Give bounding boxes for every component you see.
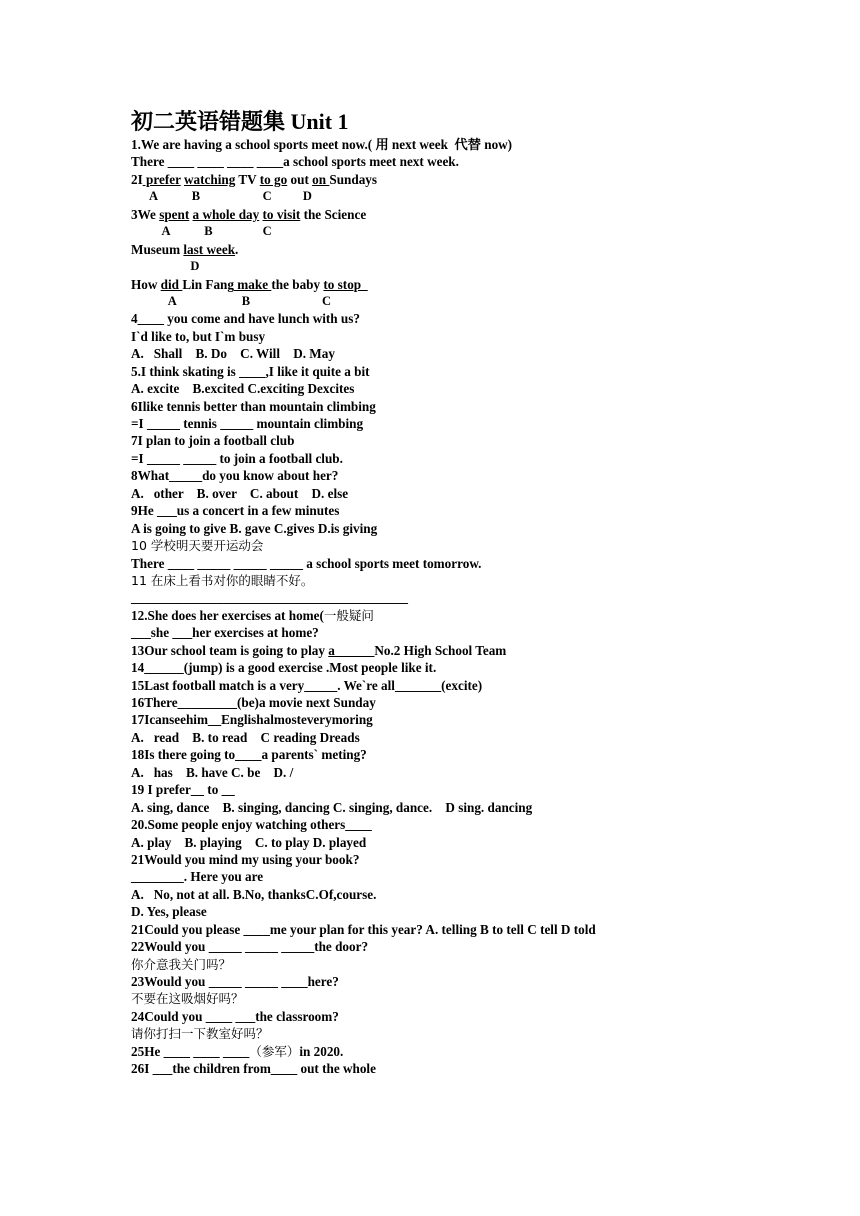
chinese-segment: 一般疑问 (323, 607, 374, 623)
underlined-segment: a whole day (192, 206, 260, 222)
question-15: 15Last football match is a very_____. We`re all_______(excite) (131, 677, 483, 693)
option-letters: A B C D (131, 189, 312, 204)
question-22-chinese: 你介意我关门吗？ (131, 956, 232, 972)
question-12-blanks: ___she ___her exercises at home? (131, 625, 319, 641)
question-7: 7I plan to join a football club (131, 433, 295, 449)
question-11-answer-line: __________________________________________ (131, 590, 408, 606)
question-4-response: I`d like to, but I`m busy (131, 328, 266, 344)
text-segment: Museum (131, 241, 184, 257)
text-segment: Lin Fang (182, 276, 234, 292)
text-segment: 3We (131, 206, 160, 222)
question-20: 20.Some people enjoy watching others____ (131, 817, 372, 833)
text-segment: in 2020. (299, 1043, 344, 1059)
question-5: 5.I think skating is ____,I like it quite a bit (131, 363, 370, 379)
option-letters: A B C (131, 293, 332, 308)
question-22: 22Would you _____ _____ _____the door? (131, 939, 369, 955)
text-segment: How (131, 276, 161, 292)
chinese-segment: （参军） (249, 1043, 300, 1059)
question-5-options: A. excite B.excited C.exciting Dexcites (131, 381, 355, 397)
question-21-response: ________. Here you are (131, 869, 264, 885)
text-segment: 13Our school team is going to play (131, 642, 329, 658)
text-segment: out (287, 171, 313, 187)
question-4-options: A. Shall B. Do C. Will D. May (131, 346, 335, 362)
question-12 (131, 607, 831, 624)
question-2-sentence (131, 171, 831, 188)
question-19-options: A. sing, dance B. singing, dancing C. singing, dance. D sing. dancing (131, 799, 533, 815)
exercise-list (131, 136, 831, 1078)
underlined-segment: last week (183, 241, 236, 257)
question-6-blanks: =I _____ tennis _____ mountain climbing (131, 416, 364, 431)
question-21-option-d: D. Yes, please (131, 904, 207, 920)
text-segment: 12.She does her exercises at home( (131, 607, 324, 623)
question-24-chinese: 请你打扫一下教室好吗？ (131, 1026, 269, 1042)
question-7-blanks: =I _____ _____ to join a football club. (131, 450, 343, 466)
question-8: 8What_____do you know about her? (131, 468, 339, 484)
question-21b: 21Could you please ____me your plan for this year? A. telling B to tell C tell D told (131, 921, 596, 937)
question-4: 4____ you come and have lunch with us? (131, 311, 360, 327)
underlined-segment: prefer (142, 171, 181, 187)
option-letters: D (131, 259, 200, 274)
question-3-continued (131, 241, 831, 258)
question-3-sentence (131, 206, 831, 223)
question-21-options: A. No, not at all. B.No, thanksC.Of,course. (131, 886, 377, 902)
question-16: 16There_________(be)a movie next Sunday (131, 695, 376, 710)
question-17: 17Icanseehim__Englishalmosteverymoring (131, 712, 373, 728)
question-8-options: A. other B. over C. about D. else (131, 485, 349, 501)
text-segment: . (235, 241, 239, 257)
question-26: 26I ___the children from____ out the whole (131, 1061, 376, 1077)
question-how-sentence (131, 276, 831, 293)
question-21: 21Would you mind my using your book? (131, 851, 360, 867)
text-segment: TV (235, 171, 260, 187)
underlined-segment: watching (184, 171, 236, 187)
question-20-options: A. play B. playing C. to play D. played (131, 834, 367, 850)
question-25 (131, 1043, 831, 1060)
question-9: 9He ___us a concert in a few minutes (131, 503, 340, 519)
question-10-blanks: There ____ _____ _____ _____ a school sports meet tomorrow. (131, 555, 482, 571)
question-13 (131, 642, 831, 659)
page-title: 初二英语错题集 Unit 1 (131, 109, 349, 134)
underlined-segment: to go (259, 171, 288, 187)
question-18: 18Is there going to____a parents` meting? (131, 747, 367, 763)
question-1-blanks: There ____ ____ ____ ____a school sports meet next week. (131, 154, 459, 170)
question-10-prompt: 10 学校明天要开运动会 (131, 538, 264, 554)
question-24: 24Could you ____ ___the classroom? (131, 1008, 339, 1024)
underlined-segment: to visit (262, 206, 301, 222)
text-segment: No.2 High School Team (374, 642, 507, 658)
question-17-options: A. read B. to read C reading Dreads (131, 729, 360, 745)
option-letters: A B C (131, 224, 272, 239)
question-18-options: A. has B. have C. be D. / (131, 764, 294, 780)
text-segment: 2I (131, 171, 143, 187)
underlined-segment: did (160, 276, 183, 292)
text-segment: the baby (271, 276, 324, 292)
question-23-chinese: 不要在这吸烟好吗？ (131, 991, 244, 1007)
text-segment: the Science (300, 206, 367, 222)
text-segment: Sundays (329, 171, 378, 187)
underlined-segment: on (312, 171, 330, 187)
underlined-segment: spent (159, 206, 190, 222)
question-23: 23Would you _____ _____ ____here? (131, 974, 339, 989)
text-segment: 25He ____ ____ ____ (131, 1043, 250, 1059)
underlined-segment: a (328, 642, 335, 658)
underlined-segment: to stop (323, 276, 368, 292)
question-11-prompt: 11 在床上看书对你的眼睛不好。 (131, 572, 314, 588)
question-6: 6Ilike tennis better than mountain climbing (131, 398, 376, 414)
question-9-options: A is going to give B. gave C.gives D.is giving (131, 520, 378, 536)
question-14: 14______(jump) is a good exercise .Most people like it. (131, 660, 437, 676)
underlined-segment: make (233, 276, 272, 292)
question-19: 19 I prefer__ to __ (131, 782, 235, 798)
underlined-segment: ______ (334, 642, 375, 658)
question-1-prompt: 1.We are having a school sports meet now.( 用 next week 代替 now) (131, 137, 513, 152)
